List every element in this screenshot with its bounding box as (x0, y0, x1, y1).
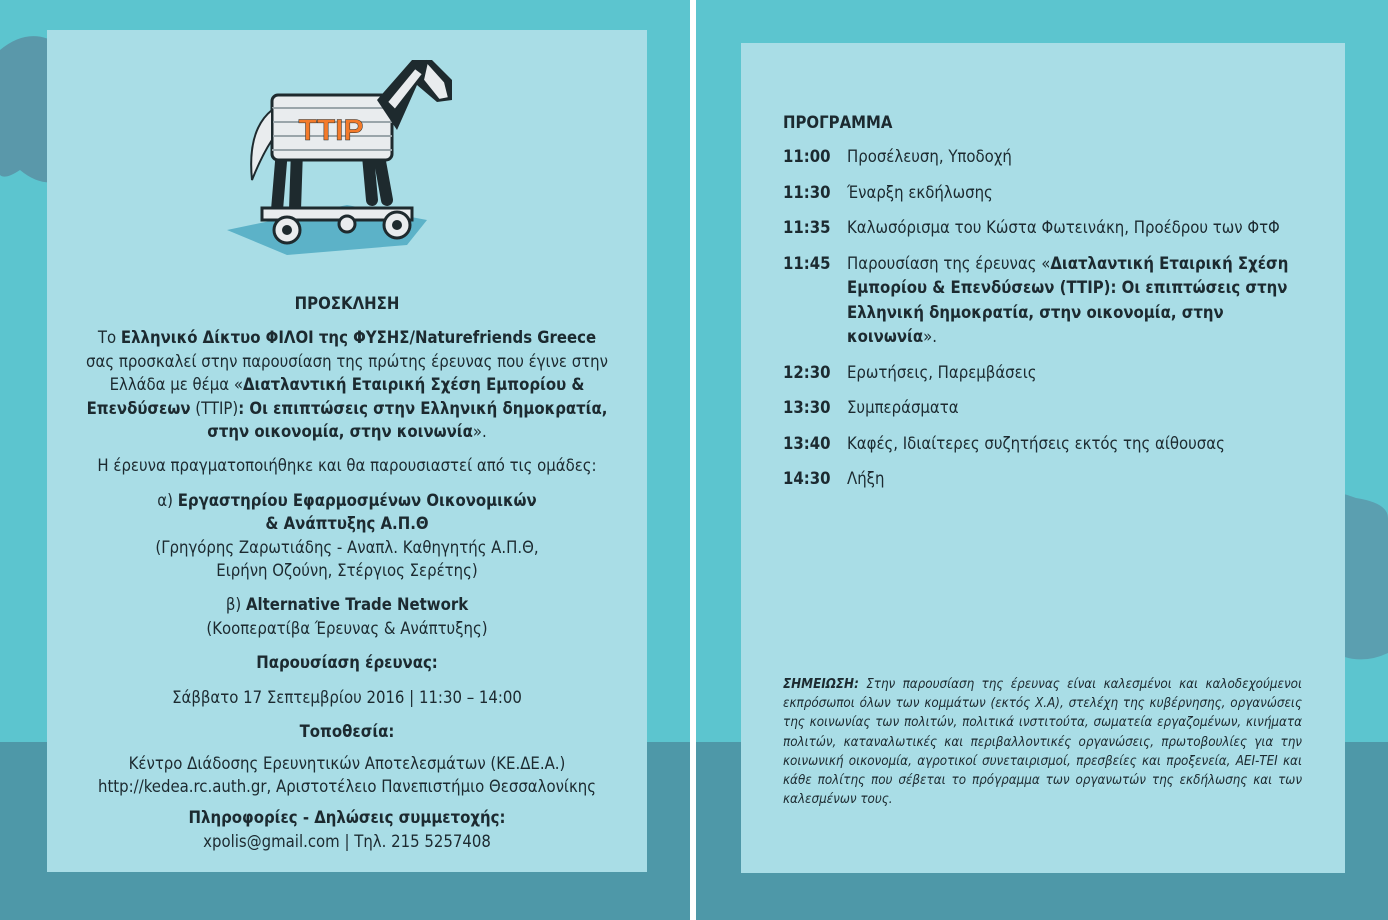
schedule-text-post: ». (923, 327, 937, 346)
schedule-time: 11:45 (783, 253, 831, 273)
schedule-row (783, 252, 1303, 350)
intro-line4-mid: (TTIP) (190, 398, 239, 418)
info-label: Πληροφορίες - Δηλώσεις συμμετοχής: (188, 808, 506, 828)
note-label: ΣΗΜΕΙΩΣΗ: (783, 677, 859, 692)
schedule-time: 13:30 (783, 398, 831, 417)
group-a-prefix: α) (157, 490, 178, 510)
invitation-panel (47, 30, 647, 872)
event-date: Σάββατο 17 Σεπτεμβρίου 2016 | 11:30 – 14:00 (172, 687, 522, 707)
intro-line2: σας προσκαλεί στην παρουσίαση της πρώτης έρευνας που έγινε στην (86, 351, 608, 371)
location-line1: Κέντρο Διάδοσης Ερευνητικών Αποτελεσμάτων (ΚΕ.ΔΕ.Α.) (128, 753, 566, 773)
schedule-row (783, 467, 1303, 492)
intro-line5-post: ». (472, 422, 487, 442)
schedule-time: 12:30 (783, 362, 831, 382)
schedule-text: Καφές, Ιδιαίτερες συζητήσεις εκτός της αίθουσας (847, 433, 1225, 453)
presentation-label: Παρουσίαση έρευνας: (256, 653, 438, 673)
schedule-text: Καλωσόρισμα του Κώστα Φωτεινάκη, Προέδρου των ΦτΦ (847, 218, 1280, 237)
right-page (696, 0, 1388, 920)
schedule-row (783, 145, 1303, 170)
schedule-text: Προσέλευση, Υποδοχή (847, 147, 1012, 166)
group-b-sub: (Κοοπερατίβα Έρευνας & Ανάπτυξης) (206, 618, 488, 638)
schedule-time: 13:40 (783, 433, 831, 453)
intro-line3-bold: Διατλαντική Εταιρική Σχέση Εμπορίου & (242, 375, 585, 395)
group-a-line2: & Ανάπτυξης Α.Π.Θ (265, 514, 429, 534)
left-page (0, 0, 690, 920)
organization-name: Ελληνικό Δίκτυο ΦΙΛΟΙ της ΦΥΣΗΣ/Naturefriends Greece (120, 328, 597, 348)
schedule-time: 11:00 (783, 147, 831, 166)
schedule-text: Συμπεράσματα (847, 398, 959, 417)
schedule-text-pre: Παρουσίαση της έρευνας « (847, 253, 1051, 273)
intro-line4-bold-b: : Οι επιπτώσεις στην Ελληνική δημοκρατία, (238, 398, 608, 418)
schedule-row (783, 181, 1303, 206)
schedule-list (783, 145, 1303, 503)
schedule-time: 14:30 (783, 469, 831, 488)
schedule-time: 11:30 (783, 182, 831, 202)
schedule-row (783, 396, 1303, 421)
contact-info[interactable]: xpolis@gmail.com | Τηλ. 215 5257408 (203, 831, 491, 851)
group-b-prefix: β) (225, 595, 246, 615)
program-panel (741, 43, 1345, 873)
invitation-heading: ΠΡΟΣΚΛΗΣΗ (294, 294, 400, 313)
schedule-row (783, 432, 1303, 457)
intro-pre: Το (97, 328, 121, 348)
ttip-label: TTIP (298, 114, 364, 147)
location-label: Τοποθεσία: (299, 722, 395, 742)
group-a-line1: Εργαστηρίου Εφαρμοσμένων Οικονομικών (177, 490, 537, 510)
schedule-text: Ερωτήσεις, Παρεμβάσεις (847, 362, 1037, 382)
intro-line3-pre: Ελλάδα με θέμα « (109, 375, 243, 395)
group-a-people2: Ειρήνη Οζούνη, Στέργιος Σερέτης) (216, 561, 478, 581)
conducted-text: Η έρευνα πραγματοποιήθηκε και θα παρουσιαστεί από τις ομάδες: (97, 456, 597, 476)
program-title: ΠΡΟΓΡΑΜΜΑ (783, 113, 893, 132)
intro-line5-bold: στην οικονομία, στην κοινωνία (207, 422, 473, 442)
schedule-time: 11:35 (783, 218, 831, 237)
schedule-text-bold: Διατλαντική Εταιρική Σχέση Εμπορίου & Επενδύσεων (TTIP): Οι επιπτώσεις στην Ελληνική δημοκρατία, στην οικονομία, στην κοινωνία (847, 253, 1289, 346)
schedule-row (783, 361, 1303, 386)
intro-line4-bold-a: Επενδύσεων (86, 398, 191, 418)
schedule-text (847, 252, 1303, 350)
schedule-row (783, 216, 1303, 241)
location-line2[interactable]: http://kedea.rc.auth.gr, Αριστοτέλειο Πανεπιστήμιο Θεσσαλονίκης (97, 776, 596, 796)
note-block (783, 675, 1302, 809)
group-b-name: Alternative Trade Network (245, 595, 469, 615)
group-a-people1: (Γρηγόρης Ζαρωτιάδης - Αναπλ. Καθηγητής Α.Π.Θ, (155, 537, 539, 557)
note-text: Στην παρουσίαση της έρευνας είναι καλεσμένοι και καλοδεχούμενοι εκπρόσωποι όλων των κομμάτων (εκτός Χ.Α), στελέχη της κυβέρνησης, οργανώσεις της κοινωνίας των πολιτών, πολιτικά ινστιτούτα, σωματεία εργαζομένων, κινήματα πολιτών, καταναλωτικές και περιβαλλοντικές οργανώσεις, πρωτοβουλίες για την κοινωνική οικονομία, αγροτικοί συνεταιρισμοί, πρεσβείες και προξενεία, ΑΕΙ-ΤΕΙ και κάθε πολίτης που σέβεται το πρόγραμμα των οργανωτών της εκδήλωσης και των καλεσμένων τους. (783, 677, 1302, 808)
invitation-text (47, 292, 647, 853)
schedule-text: Έναρξη εκδήλωσης (847, 182, 993, 202)
schedule-text: Λήξη (847, 469, 885, 488)
trojan-horse-icon (227, 40, 477, 265)
